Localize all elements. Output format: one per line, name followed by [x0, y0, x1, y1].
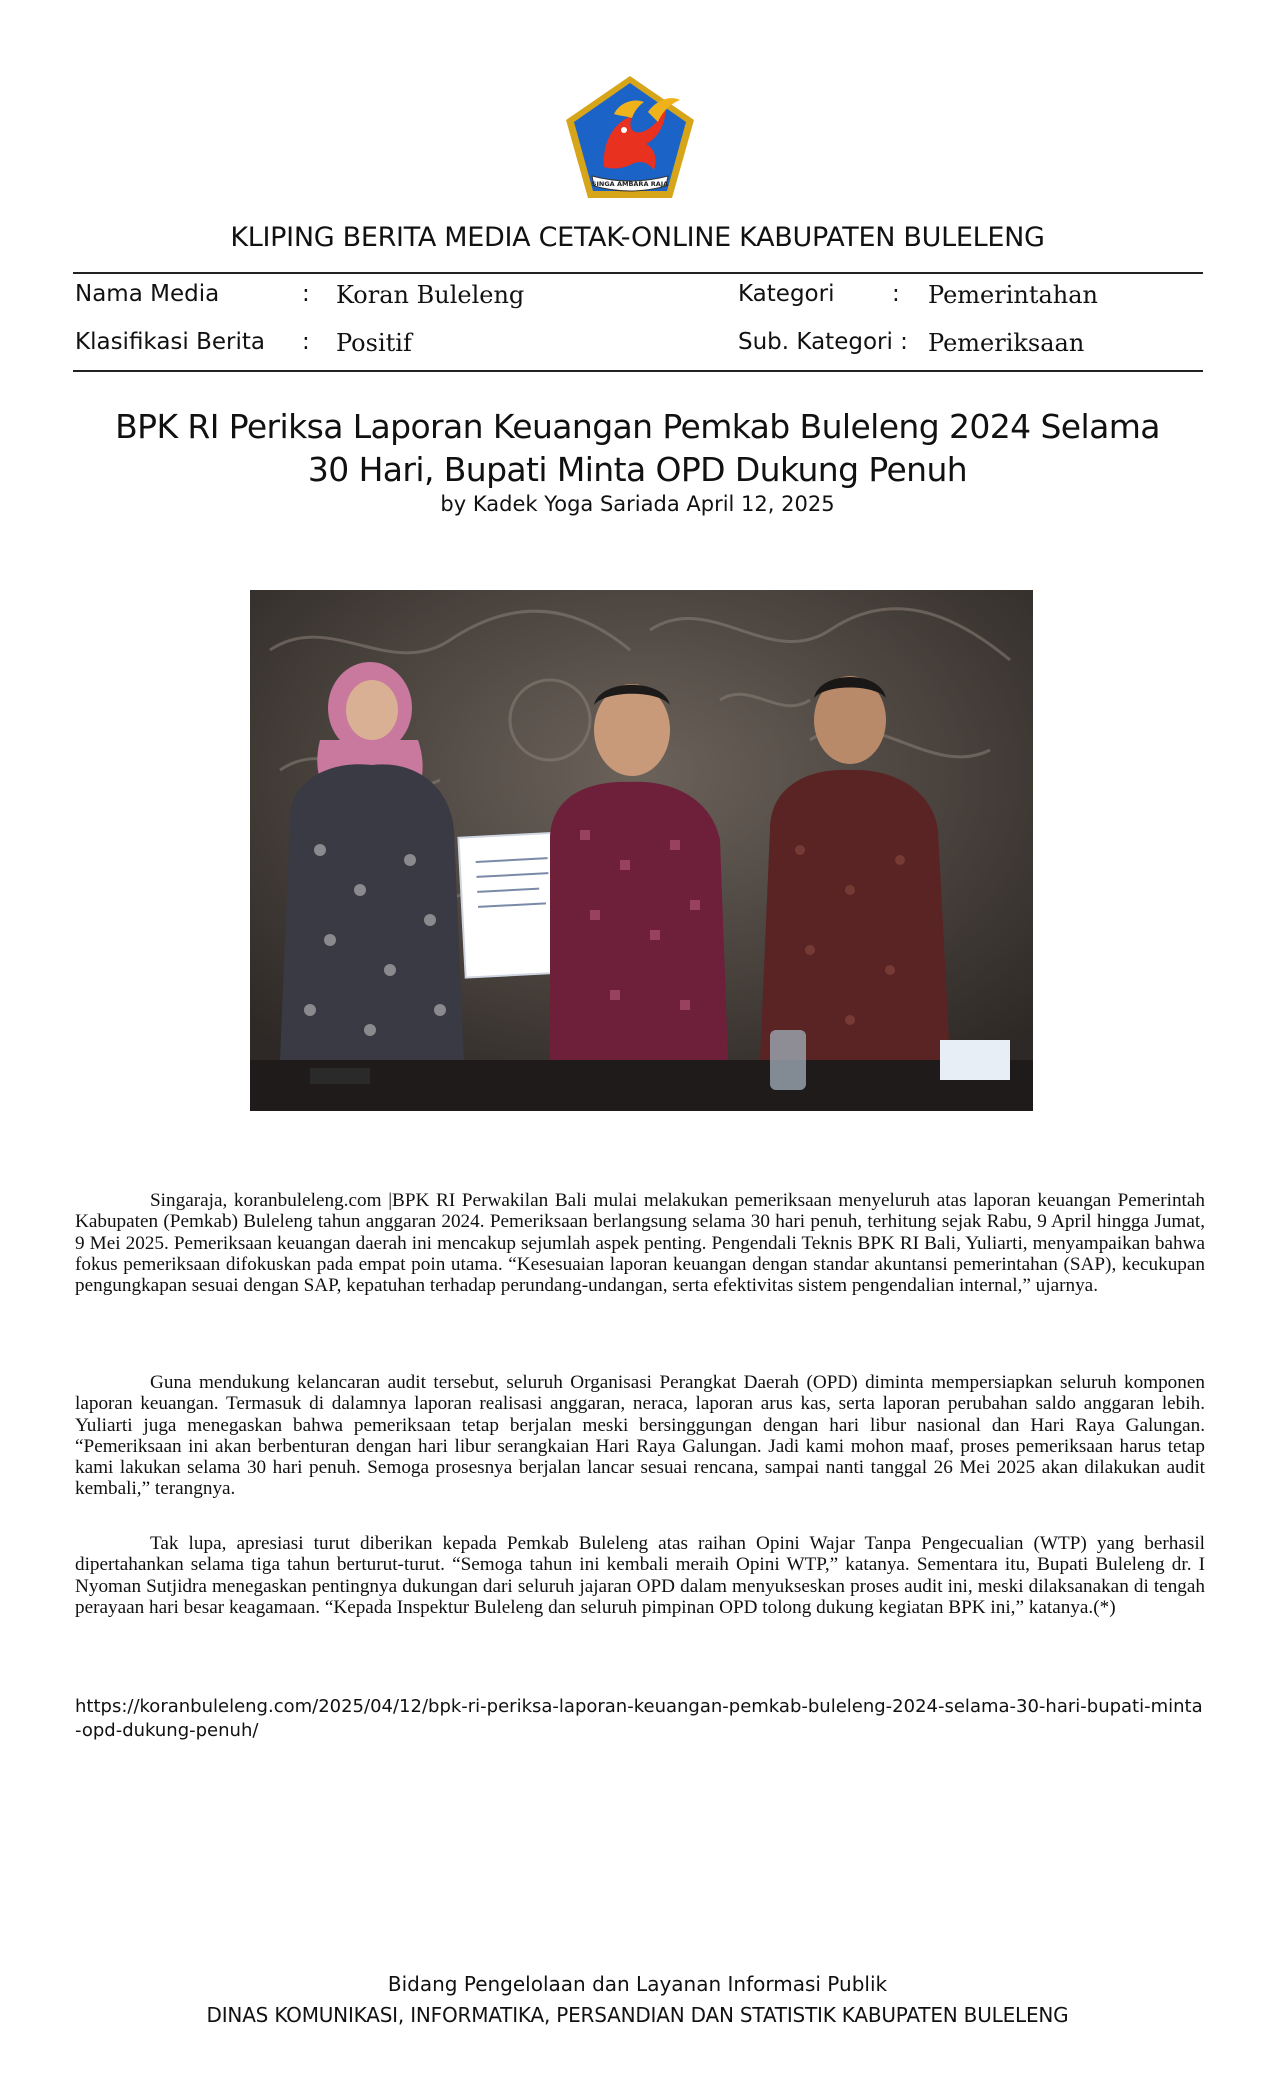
footer-agency: DINAS KOMUNIKASI, INFORMATIKA, PERSANDIAN DAN STATISTIK KABUPATEN BULELENG: [206, 2003, 1069, 2027]
article-paragraph: Tak lupa, apresiasi turut diberikan kepada Pemkab Buleleng atas raihan Opini Wajar Tanpa Pengecualian (WTP) yang berhasil dipertahankan selama tiga tahun berturut-turut. “Semoga tahun ini kembali meraih Opini WTP,” katanya. Sementara itu, Bupati Buleleng dr. I Nyoman Sutjidra menegaskan pentingnya dukungan dari seluruh jajaran OPD dalam menyukseskan proses audit ini, meski dilaksanakan di tengah perayaan hari besar keagamaan. “Kepada Inspektur Buleleng dan seluruh pimpinan OPD tolong dukung kegiatan BPK ini,” katanya.(*): [75, 1533, 1205, 1618]
colon-separator: :: [302, 281, 310, 307]
subcategory-value: Pemeriksaan: [928, 329, 1085, 357]
subcategory-label: Sub. Kategori :: [738, 329, 908, 355]
classification-label: Klasifikasi Berita: [75, 329, 266, 355]
svg-text:SINGA AMBARA RAJA: SINGA AMBARA RAJA: [591, 180, 669, 188]
article-headline: [100, 405, 1175, 491]
clipping-title: KLIPING BERITA MEDIA CETAK-ONLINE KABUPATEN BULELENG: [230, 222, 1045, 253]
colon-separator: :: [302, 329, 310, 355]
footer-division: Bidang Pengelolaan dan Layanan Informasi Publik: [387, 1972, 888, 1996]
article-paragraph: Singaraja, koranbuleleng.com |BPK RI Perwakilan Bali mulai melakukan pemeriksaan menyeluruh atas laporan keuangan Pemerintah Kabupaten (Pemkab) Buleleng tahun anggaran 2024. Pemeriksaan berlangsung selama 30 hari penuh, terhitung sejak Rabu, 9 April hingga Jumat, 9 Mei 2025. Pemeriksaan keuangan daerah ini mencakup sejumlah aspek penting. Pengendali Teknis BPK RI Bali, Yuliarti, menyampaikan bahwa fokus pemeriksaan difokuskan pada empat poin utama. “Kesesuaian laporan keuangan dengan standar akuntansi pemerintahan (SAP), kecukupan pengungkapan sesuai dengan SAP, kepatuhan terhadap perundang-undangan, serta efektivitas sistem pengendalian internal,” ujarnya.: [75, 1190, 1205, 1297]
divider: [73, 370, 1203, 372]
article-byline: by Kadek Yoga Sariada April 12, 2025: [440, 492, 835, 516]
classification-value: Positif: [336, 329, 412, 357]
colon-separator: :: [892, 281, 900, 307]
buleleng-regency-crest-icon: [562, 72, 698, 202]
media-name-label: Nama Media: [75, 281, 220, 307]
media-name-value: Koran Buleleng: [336, 281, 525, 309]
headline-line: 30 Hari, Bupati Minta OPD Dukung Penuh: [307, 450, 968, 489]
headline-line: BPK RI Periksa Laporan Keuangan Pemkab Buleleng 2024 Selama: [115, 407, 1160, 446]
article-paragraph: Guna mendukung kelancaran audit tersebut, seluruh Organisasi Perangkat Daerah (OPD) diminta mempersiapkan seluruh komponen laporan keuangan. Termasuk di dalamnya laporan realisasi anggaran, neraca, laporan arus kas, serta laporan perubahan saldo anggaran lebih. Yuliarti juga menegaskan bahwa pemeriksaan tetap berjalan meski bersinggungan dengan hari libur nasional dan Hari Raya Galungan. “Pemeriksaan ini akan berbenturan dengan hari libur serangkaian Hari Raya Galungan. Jadi kami mohon maaf, proses pemeriksaan harus tetap kami lakukan selama 30 hari penuh. Semoga prosesnya berjalan lancar sesuai rencana, sampai nanti tanggal 26 Mei 2025 akan dilakukan audit kembali,” terangnya.: [75, 1372, 1205, 1500]
divider: [73, 272, 1203, 274]
source-url: https://koranbuleleng.com/2025/04/12/bpk-ri-periksa-laporan-keuangan-pemkab-buleleng-2024-selama-30-hari-bupati-minta-opd-dukung-penuh/: [75, 1696, 1203, 1741]
article-photo: [250, 590, 1033, 1111]
category-value: Pemerintahan: [928, 281, 1099, 309]
category-label: Kategori: [738, 281, 835, 307]
